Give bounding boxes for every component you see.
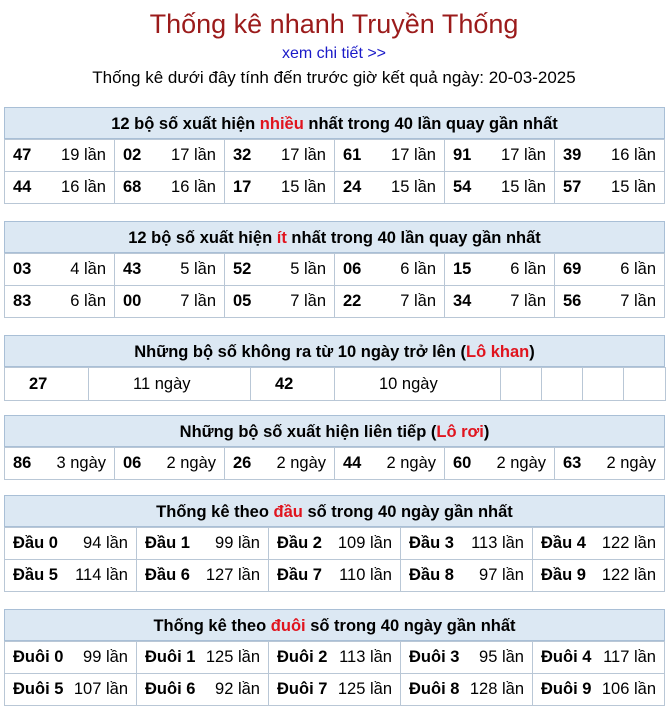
cell-value: 3 ngày bbox=[56, 454, 106, 472]
cell-value: 113 lần bbox=[471, 534, 524, 552]
cell-value: 16 lần bbox=[61, 178, 106, 196]
cell-key: 05 bbox=[233, 292, 252, 310]
cell-value: 7 lần bbox=[620, 292, 656, 310]
most-frequent-table bbox=[4, 139, 665, 204]
table-cell bbox=[5, 172, 115, 204]
table-cell bbox=[225, 286, 335, 318]
cell-key: 44 bbox=[13, 178, 32, 196]
cell-key: Đuôi 1 bbox=[145, 648, 196, 666]
cell-key: 83 bbox=[13, 292, 32, 310]
section-heading: Những bộ số xuất hiện liên tiếp (Lô rơi) bbox=[4, 415, 665, 447]
cell-key: Đầu 6 bbox=[145, 566, 190, 584]
table-row bbox=[5, 140, 665, 172]
cell-value: 99 lần bbox=[83, 648, 128, 666]
cell-value: 122 lần bbox=[601, 534, 656, 552]
cell-value: 99 lần bbox=[215, 534, 260, 552]
section-heading: Thống kê theo đầu số trong 40 ngày gần nhất bbox=[4, 495, 665, 527]
empty-cell bbox=[624, 368, 666, 401]
cell-key: 06 bbox=[123, 454, 142, 472]
cell-key: Đầu 0 bbox=[13, 534, 58, 552]
cell-key: 52 bbox=[233, 260, 252, 278]
table-cell bbox=[335, 286, 445, 318]
table-cell bbox=[445, 254, 555, 286]
table-cell bbox=[269, 642, 401, 674]
cell-value: 125 lần bbox=[337, 680, 392, 698]
table-cell bbox=[137, 528, 269, 560]
table-cell bbox=[5, 642, 137, 674]
page-subtitle: Thống kê dưới đây tính đến trước giờ kết quả ngày: 20-03-2025 bbox=[92, 68, 576, 87]
cell-key: Đầu 5 bbox=[13, 566, 58, 584]
cell-key: 15 bbox=[453, 260, 472, 278]
cell-key: 47 bbox=[13, 146, 32, 164]
cell-key: Đuôi 7 bbox=[277, 680, 328, 698]
cell-key: 00 bbox=[123, 292, 142, 310]
cell-key: Đuôi 6 bbox=[145, 680, 196, 698]
cell-value: 95 lần bbox=[479, 648, 524, 666]
lo-roi-table bbox=[4, 447, 665, 480]
cell-value: 7 lần bbox=[510, 292, 546, 310]
cell-value: 5 lần bbox=[180, 260, 216, 278]
cell-value: 110 lần bbox=[339, 566, 392, 584]
table-row bbox=[5, 674, 665, 706]
cell-key: 32 bbox=[233, 146, 252, 164]
table-cell bbox=[5, 674, 137, 706]
cell-value: 7 lần bbox=[180, 292, 216, 310]
cell-value: 19 lần bbox=[61, 146, 106, 164]
cell-key: 22 bbox=[343, 292, 362, 310]
table-cell bbox=[269, 560, 401, 592]
cell-key: 06 bbox=[343, 260, 362, 278]
cell-key: Đầu 1 bbox=[145, 534, 190, 552]
cell-value: 2 ngày bbox=[386, 454, 436, 472]
cell-value: 92 lần bbox=[215, 680, 260, 698]
table-row bbox=[5, 172, 665, 204]
table-cell bbox=[5, 286, 115, 318]
cell-key: 56 bbox=[563, 292, 582, 310]
cell-key: Đuôi 5 bbox=[13, 680, 64, 698]
cell-value: 128 lần bbox=[469, 680, 524, 698]
cell-value: 16 lần bbox=[171, 178, 216, 196]
table-cell bbox=[225, 254, 335, 286]
cell-value: 122 lần bbox=[601, 566, 656, 584]
lo-khan-section bbox=[4, 335, 665, 401]
table-cell bbox=[335, 448, 445, 480]
table-cell bbox=[533, 560, 665, 592]
cell-value: 2 ngày bbox=[606, 454, 656, 472]
table-cell bbox=[5, 254, 115, 286]
cell-key: 60 bbox=[453, 454, 472, 472]
table-row bbox=[5, 642, 665, 674]
cell-key: Đầu 9 bbox=[541, 566, 586, 584]
table-cell bbox=[445, 172, 555, 204]
cell-value: 17 lần bbox=[391, 146, 436, 164]
table-cell bbox=[137, 560, 269, 592]
table-cell bbox=[137, 642, 269, 674]
cell-value: 15 lần bbox=[611, 178, 656, 196]
khan-days: 10 ngày bbox=[335, 368, 501, 401]
cell-key: 39 bbox=[563, 146, 582, 164]
table-cell bbox=[5, 140, 115, 172]
table-cell bbox=[555, 140, 665, 172]
cell-key: 86 bbox=[13, 454, 32, 472]
cell-key: Đuôi 2 bbox=[277, 648, 328, 666]
cell-value: 16 lần bbox=[611, 146, 656, 164]
table-row bbox=[5, 448, 665, 480]
table-cell bbox=[115, 286, 225, 318]
cell-key: 43 bbox=[123, 260, 142, 278]
cell-value: 7 lần bbox=[290, 292, 326, 310]
lo-khan-table bbox=[4, 367, 666, 401]
lo-roi-section bbox=[4, 415, 665, 480]
cell-key: 44 bbox=[343, 454, 362, 472]
least-frequent-section bbox=[4, 221, 665, 318]
table-cell bbox=[225, 172, 335, 204]
cell-key: 34 bbox=[453, 292, 472, 310]
cell-key: 57 bbox=[563, 178, 582, 196]
table-cell bbox=[555, 448, 665, 480]
table-cell bbox=[269, 674, 401, 706]
cell-value: 6 lần bbox=[620, 260, 656, 278]
table-cell bbox=[555, 254, 665, 286]
duoi-table bbox=[4, 641, 665, 706]
cell-value: 2 ngày bbox=[166, 454, 216, 472]
section-heading: Thống kê theo đuôi số trong 40 ngày gần nhất bbox=[4, 609, 665, 641]
dau-section bbox=[4, 495, 665, 592]
table-row bbox=[5, 286, 665, 318]
cell-key: Đuôi 0 bbox=[13, 648, 64, 666]
table-row bbox=[5, 528, 665, 560]
table-cell bbox=[335, 172, 445, 204]
table-cell bbox=[533, 528, 665, 560]
cell-value: 17 lần bbox=[281, 146, 326, 164]
cell-value: 6 lần bbox=[70, 292, 106, 310]
table-row bbox=[5, 560, 665, 592]
cell-key: Đầu 4 bbox=[541, 534, 586, 552]
cell-value: 97 lần bbox=[479, 566, 524, 584]
cell-key: 54 bbox=[453, 178, 472, 196]
cell-value: 4 lần bbox=[70, 260, 106, 278]
table-cell bbox=[335, 140, 445, 172]
cell-key: Đuôi 9 bbox=[541, 680, 592, 698]
cell-value: 114 lần bbox=[75, 566, 128, 584]
table-row bbox=[5, 368, 666, 401]
cell-value: 125 lần bbox=[205, 648, 260, 666]
table-cell bbox=[533, 674, 665, 706]
khan-number: 42 bbox=[251, 368, 335, 401]
cell-key: Đầu 8 bbox=[409, 566, 454, 584]
cell-key: 68 bbox=[123, 178, 142, 196]
cell-value: 6 lần bbox=[510, 260, 546, 278]
table-cell bbox=[115, 140, 225, 172]
table-cell bbox=[225, 140, 335, 172]
cell-value: 127 lần bbox=[205, 566, 260, 584]
table-cell bbox=[445, 448, 555, 480]
table-cell bbox=[5, 448, 115, 480]
section-heading: 12 bộ số xuất hiện ít nhất trong 40 lần quay gần nhất bbox=[4, 221, 665, 253]
cell-value: 6 lần bbox=[400, 260, 436, 278]
table-cell bbox=[401, 560, 533, 592]
cell-key: 26 bbox=[233, 454, 252, 472]
cell-value: 17 lần bbox=[501, 146, 546, 164]
duoi-section bbox=[4, 609, 665, 706]
cell-value: 2 ngày bbox=[276, 454, 326, 472]
cell-value: 2 ngày bbox=[496, 454, 546, 472]
cell-value: 94 lần bbox=[83, 534, 128, 552]
cell-key: 02 bbox=[123, 146, 142, 164]
cell-value: 7 lần bbox=[400, 292, 436, 310]
cell-key: Đuôi 8 bbox=[409, 680, 460, 698]
cell-key: 91 bbox=[453, 146, 472, 164]
dau-table bbox=[4, 527, 665, 592]
table-cell bbox=[5, 560, 137, 592]
section-heading: 12 bộ số xuất hiện nhiều nhất trong 40 lần quay gần nhất bbox=[4, 107, 665, 139]
cell-value: 106 lần bbox=[601, 680, 656, 698]
detail-link[interactable]: xem chi tiết >> bbox=[281, 45, 387, 62]
empty-cell bbox=[542, 368, 583, 401]
cell-value: 15 lần bbox=[501, 178, 546, 196]
table-cell bbox=[401, 674, 533, 706]
cell-key: 03 bbox=[13, 260, 32, 278]
cell-key: 17 bbox=[233, 178, 252, 196]
table-cell bbox=[115, 172, 225, 204]
cell-key: Đuôi 3 bbox=[409, 648, 460, 666]
cell-value: 17 lần bbox=[171, 146, 216, 164]
table-row bbox=[5, 254, 665, 286]
table-cell bbox=[115, 448, 225, 480]
table-cell bbox=[225, 448, 335, 480]
table-cell bbox=[533, 642, 665, 674]
table-cell bbox=[401, 642, 533, 674]
page-title: Thống kê nhanh Truyền Thống bbox=[149, 9, 519, 39]
table-cell bbox=[555, 286, 665, 318]
cell-value: 107 lần bbox=[73, 680, 128, 698]
most-frequent-section bbox=[4, 107, 665, 204]
khan-days: 11 ngày bbox=[89, 368, 251, 401]
cell-value: 15 lần bbox=[391, 178, 436, 196]
cell-value: 117 lần bbox=[603, 648, 656, 666]
cell-key: Đầu 2 bbox=[277, 534, 322, 552]
table-cell bbox=[445, 286, 555, 318]
cell-key: 63 bbox=[563, 454, 582, 472]
cell-key: Đuôi 4 bbox=[541, 648, 592, 666]
cell-key: Đầu 3 bbox=[409, 534, 454, 552]
table-cell bbox=[445, 140, 555, 172]
cell-key: Đầu 7 bbox=[277, 566, 322, 584]
table-cell bbox=[5, 528, 137, 560]
empty-cell bbox=[583, 368, 624, 401]
cell-value: 5 lần bbox=[290, 260, 326, 278]
khan-number: 27 bbox=[5, 368, 89, 401]
empty-cell bbox=[501, 368, 542, 401]
table-cell bbox=[555, 172, 665, 204]
cell-value: 109 lần bbox=[337, 534, 392, 552]
cell-key: 69 bbox=[563, 260, 582, 278]
table-cell bbox=[269, 528, 401, 560]
cell-value: 15 lần bbox=[281, 178, 326, 196]
cell-value: 113 lần bbox=[339, 648, 392, 666]
table-cell bbox=[115, 254, 225, 286]
section-heading: Những bộ số không ra từ 10 ngày trở lên (Lô khan) bbox=[4, 335, 665, 367]
cell-key: 24 bbox=[343, 178, 362, 196]
table-cell bbox=[335, 254, 445, 286]
cell-key: 61 bbox=[343, 146, 362, 164]
least-frequent-table bbox=[4, 253, 665, 318]
table-cell bbox=[401, 528, 533, 560]
table-cell bbox=[137, 674, 269, 706]
